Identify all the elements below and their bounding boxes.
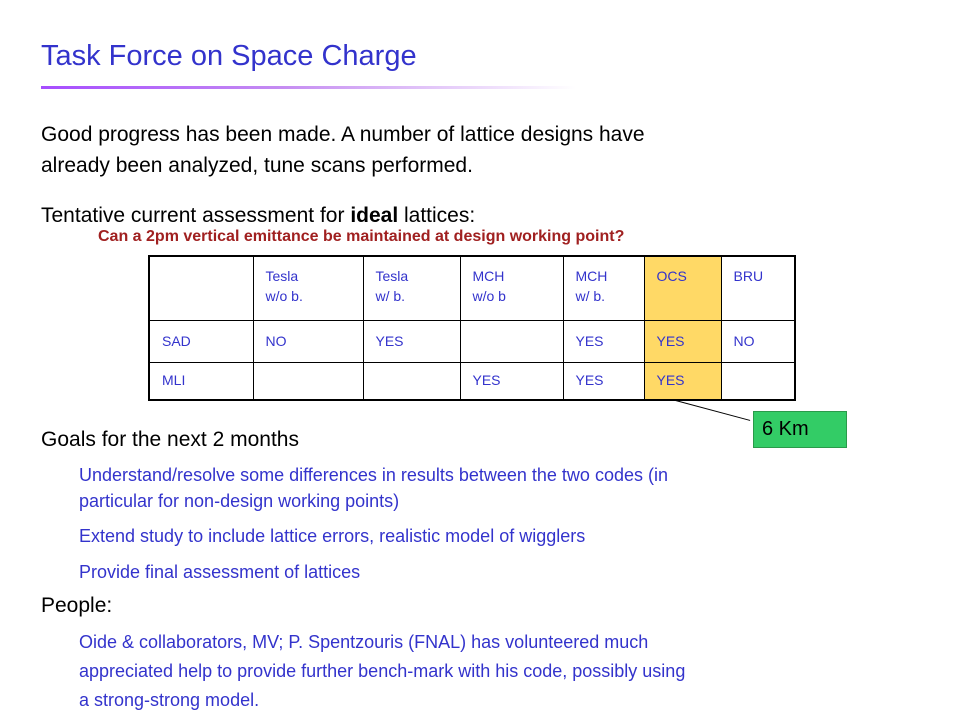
table-cell: YES: [363, 320, 460, 362]
table-cell: SAD: [149, 320, 253, 362]
table-cell: [253, 362, 363, 400]
people-line: a strong-strong model.: [79, 690, 260, 710]
assessment-prefix: Tentative current assessment for: [41, 204, 351, 227]
question-text: Can a 2pm vertical emittance be maintained at design working point?: [98, 228, 625, 245]
assessment-suffix: lattices:: [398, 204, 476, 227]
goals-heading: Goals for the next 2 months: [41, 428, 299, 451]
header-cell-bru: BRU: [721, 256, 795, 320]
table-cell: YES: [644, 320, 721, 362]
header-cell-corner: [149, 256, 253, 320]
table-cell: NO: [721, 320, 795, 362]
table-row: [149, 362, 795, 400]
table-cell: MLI: [149, 362, 253, 400]
assessment-bold: ideal: [350, 204, 399, 227]
assessment-text: [41, 200, 475, 231]
header-cell-ocs: OCS: [644, 256, 721, 320]
callout-6km: 6 Km: [753, 411, 847, 448]
table-cell: [460, 320, 563, 362]
people-line: appreciated help to provide further bench-mark with his code, possibly using: [79, 661, 686, 681]
table-header-row: [149, 256, 795, 320]
table-cell: YES: [563, 320, 644, 362]
assessment-table: [148, 255, 796, 401]
table-cell: [721, 362, 795, 400]
people-heading: People:: [41, 594, 113, 617]
table-row: [149, 320, 795, 362]
callout-connector: [672, 399, 750, 421]
table-cell: NO: [253, 320, 363, 362]
title-underline: [41, 86, 576, 89]
header-cell-tesla-wo: Tesla w/o b.: [253, 256, 363, 320]
table-cell: YES: [563, 362, 644, 400]
goal-item: Understand/resolve some differences in results between the two codes (in: [79, 465, 668, 485]
header-cell-mch-wo: MCH w/o b: [460, 256, 563, 320]
intro-line-2: already been analyzed, tune scans performed.: [41, 154, 473, 177]
slide-title: Task Force on Space Charge: [41, 40, 417, 72]
goal-item: Provide final assessment of lattices: [79, 562, 361, 582]
people-line: Oide & collaborators, MV; P. Spentzouris (FNAL) has volunteered much: [79, 632, 649, 652]
header-cell-mch-w: MCH w/ b.: [563, 256, 644, 320]
header-cell-tesla-w: Tesla w/ b.: [363, 256, 460, 320]
goal-item-continued: particular for non-design working points): [79, 491, 400, 511]
table-cell: YES: [644, 362, 721, 400]
intro-line-1: Good progress has been made. A number of lattice designs have: [41, 123, 645, 146]
goal-item: Extend study to include lattice errors, realistic model of wigglers: [79, 526, 586, 546]
table-cell: [363, 362, 460, 400]
table-cell: YES: [460, 362, 563, 400]
